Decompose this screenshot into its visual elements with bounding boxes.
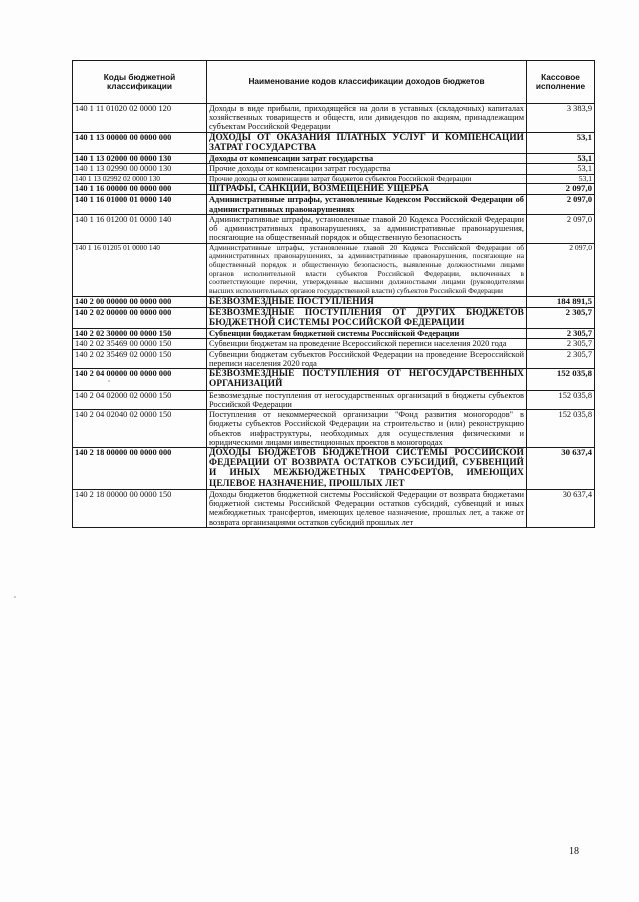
row-name: ДОХОДЫ ОТ ОКАЗАНИЯ ПЛАТНЫХ УСЛУГ И КОМПЕНСАЦИИ ЗАТРАТ ГОСУДАРСТВА: [207, 132, 527, 153]
table-row: [73, 489, 595, 527]
table-header-row: [73, 61, 595, 104]
table-row: [73, 184, 595, 195]
row-name: Субвенции бюджетам на проведение Всероссийской переписи населения 2020 года: [207, 339, 527, 349]
row-name: Доходы от компенсации затрат государства: [207, 154, 527, 164]
row-name: Административные штрафы, установленные Кодексом Российской Федерации об административных правонарушениях: [207, 195, 527, 214]
row-name: Доходы в виде прибыли, приходящейся на доли в уставных (складочных) капиталах хозяйственных товариществ и обществ, или дивидендов по акциям, принадлежащим субъектам Российской Федерации: [207, 104, 527, 133]
table-row: [73, 195, 595, 214]
row-sum: 2 097,0: [527, 243, 595, 296]
header-sum: Кассовое исполнение: [527, 61, 595, 104]
row-name: Поступления от некоммерческой организации "Фонд развития моногородов" в бюджеты субъектов Российской Федерации на строительство и (или) реконструкцию объектов инфраструктуры, необходимых для осуществления физическими и юридическими лицами инвестиционных проектов в моногородах: [207, 410, 527, 448]
table-row: [73, 339, 595, 349]
row-sum: 152 035,8: [527, 390, 595, 409]
row-code: 140 2 00 00000 00 0000 000: [73, 296, 207, 307]
row-code: 140 2 04 02000 02 0000 150: [73, 390, 207, 409]
row-code: 140 1 16 01200 01 0000 140: [73, 214, 207, 243]
scan-speck: [108, 380, 110, 382]
row-code: 140 1 16 01000 01 0000 140: [73, 195, 207, 214]
row-sum: 2 097,0: [527, 214, 595, 243]
row-name: Прочие доходы от компенсации затрат государства: [207, 164, 527, 174]
row-code: 140 2 02 35469 02 0000 150: [73, 349, 207, 368]
row-sum: 3 383,9: [527, 104, 595, 133]
table-row: [73, 154, 595, 164]
row-code: 140 1 13 02992 02 0000 130: [73, 174, 207, 184]
row-sum: 2 305,7: [527, 339, 595, 349]
table-row: [73, 349, 595, 368]
row-name: ДОХОДЫ БЮДЖЕТОВ БЮДЖЕТНОЙ СИСТЕМЫ РОССИЙСКОЙ ФЕДЕРАЦИИ ОТ ВОЗВРАТА ОСТАТКОВ СУБСИДИЙ, СУБВЕНЦИЙ И ИНЫХ МЕЖБЮДЖЕТНЫХ ТРАНСФЕРТОВ, ИМЕЮЩИХ ЦЕЛЕВОЕ НАЗНАЧЕНИЕ, ПРОШЛЫХ ЛЕТ: [207, 448, 527, 490]
row-sum: 30 637,4: [527, 448, 595, 490]
row-sum: 2 305,7: [527, 349, 595, 368]
row-code: 140 1 13 02990 00 0000 130: [73, 164, 207, 174]
page-number: 18: [569, 846, 579, 857]
row-code: 140 2 18 00000 00 0000 000: [73, 448, 207, 490]
row-sum: 30 637,4: [527, 489, 595, 527]
table-row: [73, 243, 595, 296]
table-row: [73, 369, 595, 390]
row-code: 140 2 02 35469 00 0000 150: [73, 339, 207, 349]
table-row: [73, 307, 595, 328]
table-row: [73, 410, 595, 448]
row-sum: 152 035,8: [527, 369, 595, 390]
header-code: Коды бюджетной классификации: [73, 61, 207, 104]
row-sum: 2 305,7: [527, 307, 595, 328]
row-sum: 53,1: [527, 174, 595, 184]
row-code: 140 2 04 02040 02 0000 150: [73, 410, 207, 448]
row-sum: 53,1: [527, 164, 595, 174]
row-name: Безвозмездные поступления от негосударственных организаций в бюджеты субъектов Российской Федерации: [207, 390, 527, 409]
row-code: 140 2 02 00000 00 0000 000: [73, 307, 207, 328]
row-code: 140 1 16 00000 00 0000 000: [73, 184, 207, 195]
row-code: 140 1 16 01205 01 0000 140: [73, 243, 207, 296]
row-sum: 53,1: [527, 132, 595, 153]
row-name: Субвенции бюджетам субъектов Российской Федерации на проведение Всероссийской переписи населения 2020 года: [207, 349, 527, 368]
row-sum: 2 097,0: [527, 195, 595, 214]
row-name: Прочие доходы от компенсации затрат бюджетов субъектов Российской Федерации: [207, 174, 527, 184]
row-sum: 53,1: [527, 154, 595, 164]
table-row: [73, 296, 595, 307]
table-row: [73, 448, 595, 490]
row-sum: 152 035,8: [527, 410, 595, 448]
row-code: 140 1 11 01020 02 0000 120: [73, 104, 207, 133]
table-row: [73, 390, 595, 409]
table-row: [73, 132, 595, 153]
row-code: 140 2 18 00000 00 0000 150: [73, 489, 207, 527]
row-sum: 2 305,7: [527, 329, 595, 339]
row-code: 140 2 02 30000 00 0000 150: [73, 329, 207, 339]
table-row: [73, 214, 595, 243]
row-sum: 2 097,0: [527, 184, 595, 195]
row-name: Административные штрафы, установленные главой 20 Кодекса Российской Федерации об административных правонарушениях, за административные правонарушения, посягающие на общественный порядок и общественную безопасность, выявленные должностными лицами органов исполнительной власти субъектов Российской Федерации, включенных в соответствующие перечни, утвержденные высшими должностными лицами (руководителями высших исполнительных органов государственной власти) субъектов Российской Федерации: [207, 243, 527, 296]
row-name: Субвенции бюджетам бюджетной системы Российской Федерации: [207, 329, 527, 339]
table-row: [73, 104, 595, 133]
row-name: Административные штрафы, установленные главой 20 Кодекса Российской Федерации об административных правонарушениях, за административные правонарушения, посягающие на общественный порядок и общественную безопасность: [207, 214, 527, 243]
revenue-table: [72, 60, 595, 528]
table-body: [73, 104, 595, 528]
row-name: БЕЗВОЗМЕЗДНЫЕ ПОСТУПЛЕНИЯ: [207, 296, 527, 307]
table-row: [73, 164, 595, 174]
table-row: [73, 174, 595, 184]
row-name: БЕЗВОЗМЕЗДНЫЕ ПОСТУПЛЕНИЯ ОТ НЕГОСУДАРСТВЕННЫХ ОРГАНИЗАЦИЙ: [207, 369, 527, 390]
row-name: ШТРАФЫ, САНКЦИИ, ВОЗМЕЩЕНИЕ УЩЕРБА: [207, 184, 527, 195]
header-name: Наименование кодов классификации доходов бюджетов: [207, 61, 527, 104]
row-code: 140 1 13 02000 00 0000 130: [73, 154, 207, 164]
row-name: БЕЗВОЗМЕЗДНЫЕ ПОСТУПЛЕНИЯ ОТ ДРУГИХ БЮДЖЕТОВ БЮДЖЕТНОЙ СИСТЕМЫ РОССИЙСКОЙ ФЕДЕРАЦИИ: [207, 307, 527, 328]
row-sum: 184 891,5: [527, 296, 595, 307]
scan-speck: [14, 596, 16, 598]
row-name: Доходы бюджетов бюджетной системы Российской Федерации от возврата бюджетами бюджетной системы Российской Федерации остатков субсидий, субвенций и иных межбюджетных трансфертов, имеющих целевое назначение, прошлых лет, а также от возврата организациями остатков субсидий прошлых лет: [207, 489, 527, 527]
table-row: [73, 329, 595, 339]
row-code: 140 2 04 00000 00 0000 000: [73, 369, 207, 390]
row-code: 140 1 13 00000 00 0000 000: [73, 132, 207, 153]
